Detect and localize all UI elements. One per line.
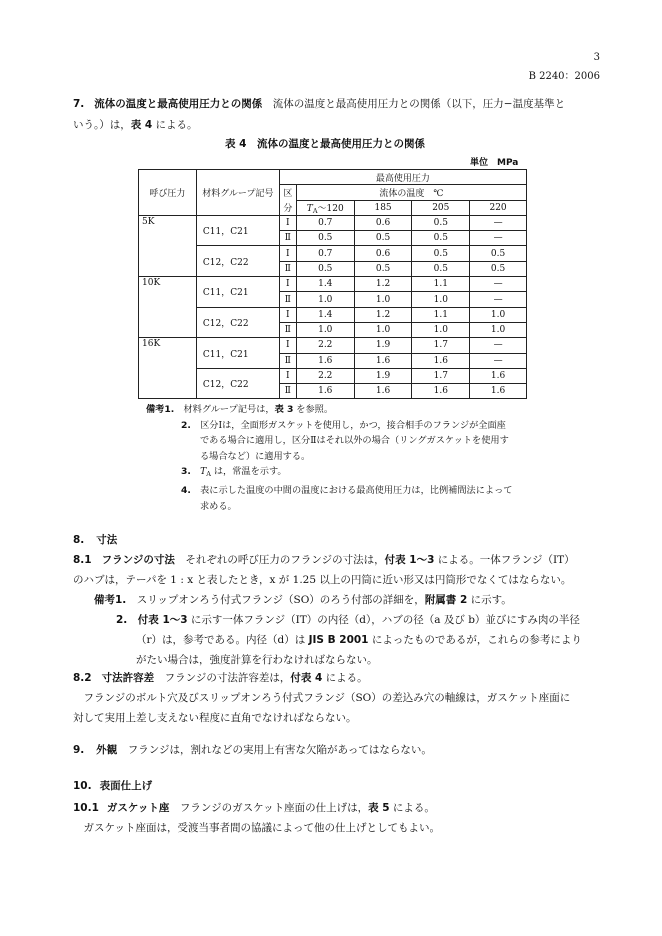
table-row [139,368,527,383]
section-10-heading: 10. 表面仕上げ [73,780,153,792]
remark-1: 備考1. スリップオンろう付式フランジ（SO）のろう付部の詳細を，附属書 2 に示す。 [94,594,512,606]
table-row [139,277,527,292]
material-group-cell: C11，C21 [196,277,279,308]
class-cell: Ⅱ [279,353,296,368]
section-8-1-line-2: のハブは，テーパを 1 : x と表したとき，x が 1.25 以上の円筒に近い形又は円筒形でなくてはならない。 [73,574,572,586]
pressure-value-cell: 0.7 [296,215,354,230]
material-group-cell: C12，C22 [196,368,279,399]
pressure-value-cell: 0.5 [296,261,354,276]
header-temp: 220 [470,200,527,215]
pressure-value-cell: 0.5 [470,261,527,276]
header-max-pressure: 最高使用圧力 [279,170,526,185]
pressure-value-cell: 1.1 [412,307,470,322]
table-unit: 単位 MPa [470,158,519,168]
pressure-value-cell: 0.5 [412,261,470,276]
class-cell: Ⅰ [279,246,296,261]
header-nominal-pressure: 呼び圧力 [139,170,197,216]
pressure-value-cell: — [470,215,527,230]
pressure-value-cell: 1.6 [470,384,527,399]
pressure-value-cell: 1.6 [354,384,412,399]
pressure-value-cell: — [470,353,527,368]
pressure-value-cell: 1.6 [470,368,527,383]
pressure-value-cell: 2.2 [296,368,354,383]
pressure-value-cell: 1.0 [296,322,354,337]
header-fluid-temp: 流体の温度 ℃ [296,185,526,200]
class-cell: Ⅱ [279,322,296,337]
class-cell: Ⅰ [279,338,296,353]
pressure-value-cell: 1.6 [354,353,412,368]
header-temp: 205 [412,200,470,215]
pressure-value-cell: 1.0 [470,307,527,322]
note-2-cont: る場合など）に適用する。 [200,450,311,462]
pressure-value-cell: 0.5 [354,231,412,246]
pressure-value-cell: 1.4 [296,277,354,292]
class-cell: Ⅰ [279,368,296,383]
nominal-pressure-cell: 10K [139,277,197,338]
pressure-value-cell: 1.6 [412,353,470,368]
pressure-value-cell: 1.0 [354,292,412,307]
remark-2-cont: がたい場合は，強度計算を行わなければならない。 [136,654,378,666]
pressure-value-cell: 0.7 [296,246,354,261]
pressure-value-cell: — [470,292,527,307]
pressure-value-cell: 0.5 [412,231,470,246]
section-text: 流体の温度と最高使用圧力との関係（以下，圧力−温度基準と [262,98,566,110]
pressure-temperature-table [138,169,527,399]
table-row [139,246,527,261]
table-notes [146,402,541,514]
header-temp: 185 [354,200,412,215]
table-row [139,338,527,353]
pressure-value-cell: 1.2 [354,277,412,292]
class-cell: Ⅱ [279,384,296,399]
section-7-line-2: いう。）は，表 4 による。 [73,119,198,131]
pressure-value-cell: 1.7 [412,368,470,383]
class-cell: Ⅰ [279,215,296,230]
note-3: 3. $T_A$ は，常温を示す。 [181,466,287,479]
material-group-cell: C12，C22 [196,246,279,277]
remark-2-cont: （r）は，参考である。内径（d）は JIS B 2001 によったものであるが，これらの参考により [136,634,582,646]
note-2-cont: である場合に適用し，区分Ⅱはそれ以外の場合（リングガスケットを使用す [200,435,509,447]
remark-2: 2. 付表 1〜3 に示す一体フランジ（IT）の内径（d），ハブの径（a 及び b）並びにすみ肉の半径 [116,614,580,626]
section-10-1-line-1: 10.1 ガスケット座 フランジのガスケット座面の仕上げは，表 5 による。 [73,802,435,814]
material-group-cell: C11，C21 [196,215,279,246]
pressure-value-cell: 1.7 [412,338,470,353]
pressure-value-cell: 0.6 [354,246,412,261]
material-group-cell: C12，C22 [196,307,279,338]
pressure-value-cell: — [470,277,527,292]
section-8-heading: 8. 寸法 [73,534,118,546]
pressure-value-cell: 0.5 [354,261,412,276]
class-cell: Ⅰ [279,307,296,322]
header-class-bottom: 分 [279,200,296,215]
pressure-value-cell: 1.0 [296,292,354,307]
table-caption: 表 4 流体の温度と最高使用圧力との関係 [225,138,425,150]
nominal-pressure-cell: 5K [139,215,197,276]
section-8-2-line-1: 8.2 寸法許容差 フランジの寸法許容差は，付表 4 による。 [73,672,368,684]
section-number: 7. [73,98,85,110]
pressure-value-cell: 0.5 [296,231,354,246]
nominal-pressure-cell: 16K [139,338,197,399]
class-cell: Ⅰ [279,277,296,292]
pressure-value-cell: 0.5 [412,246,470,261]
standard-number: B 2240：2006 [528,71,600,82]
pressure-value-cell: 1.6 [296,353,354,368]
note-4: 4. 表に示した温度の中間の温度における最高使用圧力は，比例補間法によって [181,484,513,496]
pressure-value-cell: 1.4 [296,307,354,322]
table-row [139,307,527,322]
pressure-value-cell: 1.0 [412,322,470,337]
pressure-value-cell: 1.0 [412,292,470,307]
pressure-value-cell: 1.0 [354,322,412,337]
table-row [139,215,527,230]
pressure-value-cell: 1.9 [354,338,412,353]
section-10-1-line-2: ガスケット座面は，受渡当事者間の協議によって他の仕上げとしてもよい。 [73,822,440,834]
header-temp-ta: $T_A$〜120 [296,200,354,215]
pressure-value-cell: 1.0 [470,322,527,337]
class-cell: Ⅱ [279,231,296,246]
pressure-value-cell: 0.5 [412,215,470,230]
page-number: 3 [593,52,600,63]
section-8-2-line-2: フランジのボルト穴及びスリップオンろう付式フランジ（SO）の差込み穴の軸線は，ガスケット座面に [73,692,571,704]
class-cell: Ⅱ [279,261,296,276]
pressure-value-cell: 1.6 [296,384,354,399]
class-cell: Ⅱ [279,292,296,307]
material-group-cell: C11，C21 [196,338,279,369]
pressure-value-cell: — [470,231,527,246]
header-class-top: 区 [279,185,296,200]
section-heading: 流体の温度と最高使用圧力との関係 [94,98,263,110]
pressure-value-cell: 1.1 [412,277,470,292]
section-9: 9. 外観 フランジは，割れなどの実用上有害な欠陥があってはならない。 [73,744,432,756]
note-2: 2. 区分Ⅰは，全面形ガスケットを使用し，かつ，接合相手のフランジが全面座 [181,419,506,431]
pressure-value-cell: 2.2 [296,338,354,353]
section-7-line-1 [73,96,565,111]
pressure-value-cell: 1.9 [354,368,412,383]
pressure-value-cell: 1.6 [412,384,470,399]
pressure-value-cell: 0.6 [354,215,412,230]
note-4-cont: 求める。 [200,500,237,512]
section-8-2-line-3: 対して実用上差し支えない程度に直角でなければならない。 [73,712,357,724]
pressure-value-cell: — [470,338,527,353]
section-8-1-line-1: 8.1 フランジの寸法 それぞれの呼び圧力のフランジの寸法は，付表 1〜3 による。一体フランジ（IT） [73,554,575,566]
pressure-value-cell: 0.5 [470,246,527,261]
pressure-value-cell: 1.2 [354,307,412,322]
note-1: 備考1. 材料グループ記号は，表 3 を参照。 [146,404,334,415]
header-material-group: 材料グループ記号 [196,170,279,216]
